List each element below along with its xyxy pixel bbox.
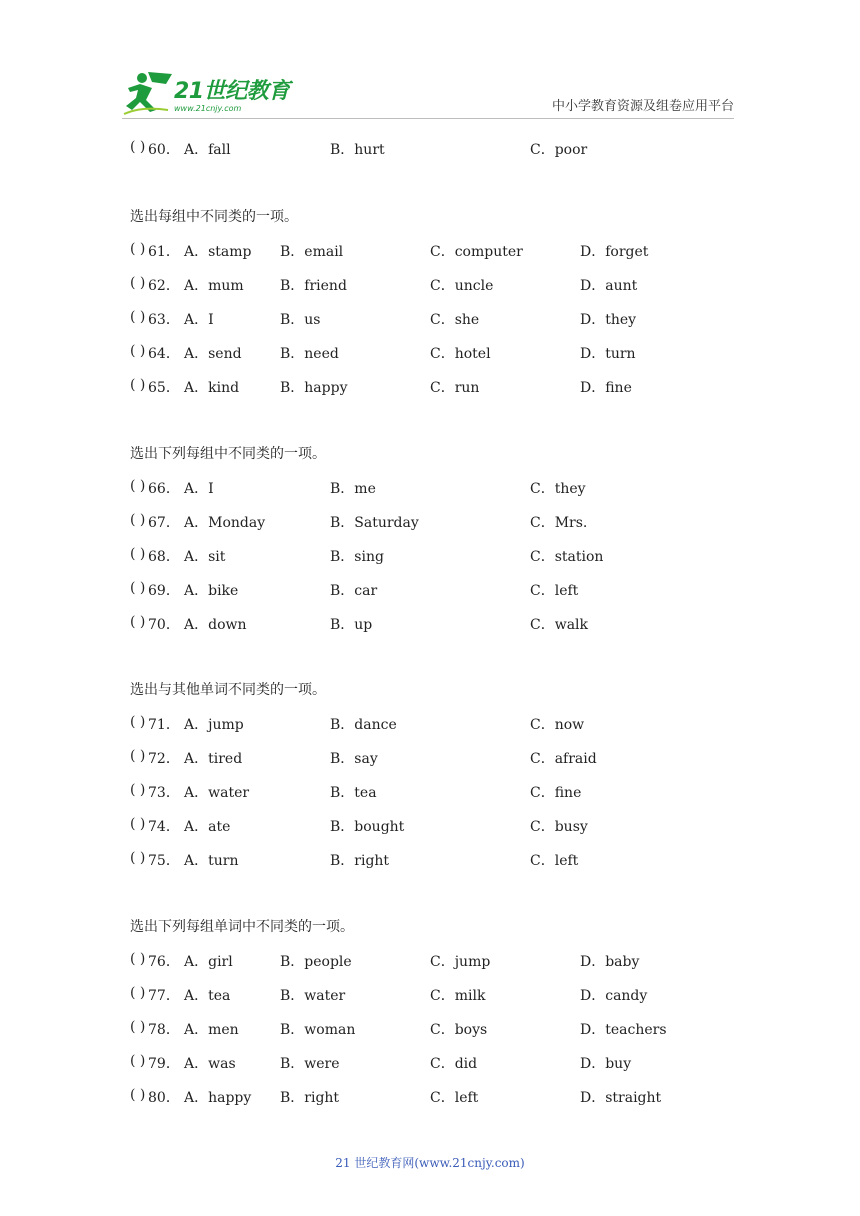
question-row	[130, 512, 730, 534]
answer-blank[interactable]: ( )	[130, 309, 146, 325]
option-a: A．mum	[184, 278, 244, 294]
option-a: A．I	[184, 312, 214, 328]
option-a: A．stamp	[184, 244, 252, 260]
option-a: A．I	[184, 481, 214, 497]
option-a: A．tired	[184, 751, 243, 767]
option-d: D．they	[580, 312, 637, 328]
option-c: C．computer	[430, 244, 523, 260]
option-c: C．left	[530, 583, 579, 599]
option-d: D．teachers	[580, 1022, 667, 1038]
question-row	[130, 580, 730, 602]
option-c: C．boys	[430, 1022, 488, 1038]
question-row	[130, 951, 730, 973]
answer-blank[interactable]: ( )	[130, 951, 146, 967]
option-c: C．uncle	[430, 278, 494, 294]
header-divider	[122, 118, 734, 119]
option-b: B．were	[280, 1056, 340, 1072]
question-number: 65．	[148, 380, 180, 396]
option-b: B．right	[280, 1090, 340, 1106]
question-number: 62．	[148, 278, 180, 294]
option-d: D．buy	[580, 1056, 632, 1072]
question-row	[130, 714, 730, 736]
option-a: A．tea	[184, 988, 231, 1004]
option-c: C．poor	[530, 142, 588, 158]
answer-blank[interactable]: ( )	[130, 985, 146, 1001]
answer-blank[interactable]: ( )	[130, 614, 146, 630]
page-footer: 21 世纪教育网(www.21cnjy.com)	[335, 1156, 525, 1170]
answer-blank[interactable]: ( )	[130, 1053, 146, 1069]
option-a: A．water	[184, 785, 250, 801]
question-number: 66．	[148, 481, 180, 497]
question-number: 78．	[148, 1022, 180, 1038]
question-number: 74．	[148, 819, 180, 835]
option-a: A．men	[184, 1022, 239, 1038]
option-b: B．up	[330, 617, 373, 633]
option-b: B．need	[280, 346, 339, 362]
option-a: A．sit	[184, 549, 226, 565]
option-c: C．left	[430, 1090, 479, 1106]
option-d: D．candy	[580, 988, 648, 1004]
answer-blank[interactable]: ( )	[130, 377, 146, 393]
question-row	[130, 748, 730, 770]
logo-text: 21世纪教育	[174, 79, 290, 104]
answer-blank[interactable]: ( )	[130, 546, 146, 562]
question-row	[130, 546, 730, 568]
answer-blank[interactable]: ( )	[130, 343, 146, 359]
question-row	[130, 985, 730, 1007]
option-b: B．water	[280, 988, 346, 1004]
option-b: B．me	[330, 481, 376, 497]
option-b: B．right	[330, 853, 390, 869]
platform-tagline: 中小学教育资源及组卷应用平台	[551, 99, 734, 114]
answer-blank[interactable]: ( )	[130, 1019, 146, 1035]
option-c: C．busy	[530, 819, 588, 835]
question-row	[130, 782, 730, 804]
question-row	[130, 343, 730, 365]
question-number: 60．	[148, 142, 180, 158]
question-row	[130, 1053, 730, 1075]
answer-blank[interactable]: ( )	[130, 816, 146, 832]
question-number: 76．	[148, 954, 180, 970]
option-a: A．fall	[184, 142, 231, 158]
runner-logo-icon	[122, 70, 176, 118]
logo	[122, 70, 292, 118]
option-c: C．walk	[530, 617, 589, 633]
option-c: C．jump	[430, 954, 491, 970]
question-row	[130, 1019, 730, 1041]
question-number: 69．	[148, 583, 180, 599]
answer-blank[interactable]: ( )	[130, 478, 146, 494]
option-a: A．jump	[184, 717, 244, 733]
section-title: 选出下列每组单词中不同类的一项。	[130, 919, 354, 935]
option-d: D．fine	[580, 380, 632, 396]
option-b: B．dance	[330, 717, 397, 733]
option-c: C．now	[530, 717, 585, 733]
question-row	[130, 478, 730, 500]
option-c: C．milk	[430, 988, 486, 1004]
option-a: A．Monday	[184, 515, 266, 531]
option-d: D．baby	[580, 954, 640, 970]
answer-blank[interactable]: ( )	[130, 139, 146, 155]
option-a: A．ate	[184, 819, 231, 835]
option-d: D．forget	[580, 244, 649, 260]
option-c: C．afraid	[530, 751, 597, 767]
section-title: 选出与其他单词不同类的一项。	[130, 682, 326, 698]
question-number: 73．	[148, 785, 180, 801]
question-row	[130, 850, 730, 872]
answer-blank[interactable]: ( )	[130, 275, 146, 291]
option-a: A．happy	[184, 1090, 252, 1106]
option-a: A．was	[184, 1056, 236, 1072]
page-header	[122, 64, 734, 116]
option-b: B．say	[330, 751, 378, 767]
question-number: 70．	[148, 617, 180, 633]
option-b: B．friend	[280, 278, 347, 294]
option-b: B．hurt	[330, 142, 385, 158]
question-row	[130, 816, 730, 838]
answer-blank[interactable]: ( )	[130, 714, 146, 730]
option-b: B．happy	[280, 380, 348, 396]
question-row	[130, 139, 730, 161]
answer-blank[interactable]: ( )	[130, 1087, 146, 1103]
answer-blank[interactable]: ( )	[130, 241, 146, 257]
option-b: B．Saturday	[330, 515, 419, 531]
option-c: C．hotel	[430, 346, 491, 362]
question-row	[130, 377, 730, 399]
question-row	[130, 275, 730, 297]
option-b: B．people	[280, 954, 352, 970]
option-b: B．car	[330, 583, 378, 599]
option-c: C．she	[430, 312, 480, 328]
option-c: C．run	[430, 380, 480, 396]
option-a: A．down	[184, 617, 247, 633]
option-d: D．turn	[580, 346, 636, 362]
option-c: C．did	[430, 1056, 478, 1072]
answer-blank[interactable]: ( )	[130, 512, 146, 528]
question-row	[130, 1087, 730, 1109]
logo-url: www.21cnjy.com	[174, 104, 242, 113]
question-row	[130, 309, 730, 331]
option-d: D．aunt	[580, 278, 638, 294]
question-row	[130, 241, 730, 263]
option-b: B．sing	[330, 549, 384, 565]
question-number: 64．	[148, 346, 180, 362]
question-number: 80．	[148, 1090, 180, 1106]
option-a: A．bike	[184, 583, 239, 599]
section-title: 选出下列每组中不同类的一项。	[130, 446, 326, 462]
question-number: 75．	[148, 853, 180, 869]
section-title: 选出每组中不同类的一项。	[130, 209, 298, 225]
option-c: C．fine	[530, 785, 582, 801]
option-a: A．kind	[184, 380, 240, 396]
option-c: C．left	[530, 853, 579, 869]
option-b: B．bought	[330, 819, 405, 835]
option-a: A．turn	[184, 853, 239, 869]
option-c: C．Mrs.	[530, 515, 588, 531]
question-number: 67．	[148, 515, 180, 531]
option-a: A．girl	[184, 954, 233, 970]
option-a: A．send	[184, 346, 242, 362]
question-number: 71．	[148, 717, 180, 733]
answer-blank[interactable]: ( )	[130, 782, 146, 798]
question-number: 63．	[148, 312, 180, 328]
option-d: D．straight	[580, 1090, 662, 1106]
option-b: B．email	[280, 244, 344, 260]
answer-blank[interactable]: ( )	[130, 850, 146, 866]
option-c: C．station	[530, 549, 604, 565]
option-b: B．tea	[330, 785, 377, 801]
answer-blank[interactable]: ( )	[130, 580, 146, 596]
question-row	[130, 614, 730, 636]
option-b: B．woman	[280, 1022, 356, 1038]
answer-blank[interactable]: ( )	[130, 748, 146, 764]
option-c: C．they	[530, 481, 586, 497]
question-number: 79．	[148, 1056, 180, 1072]
question-number: 61．	[148, 244, 180, 260]
question-number: 77．	[148, 988, 180, 1004]
question-number: 72．	[148, 751, 180, 767]
question-number: 68．	[148, 549, 180, 565]
option-b: B．us	[280, 312, 321, 328]
